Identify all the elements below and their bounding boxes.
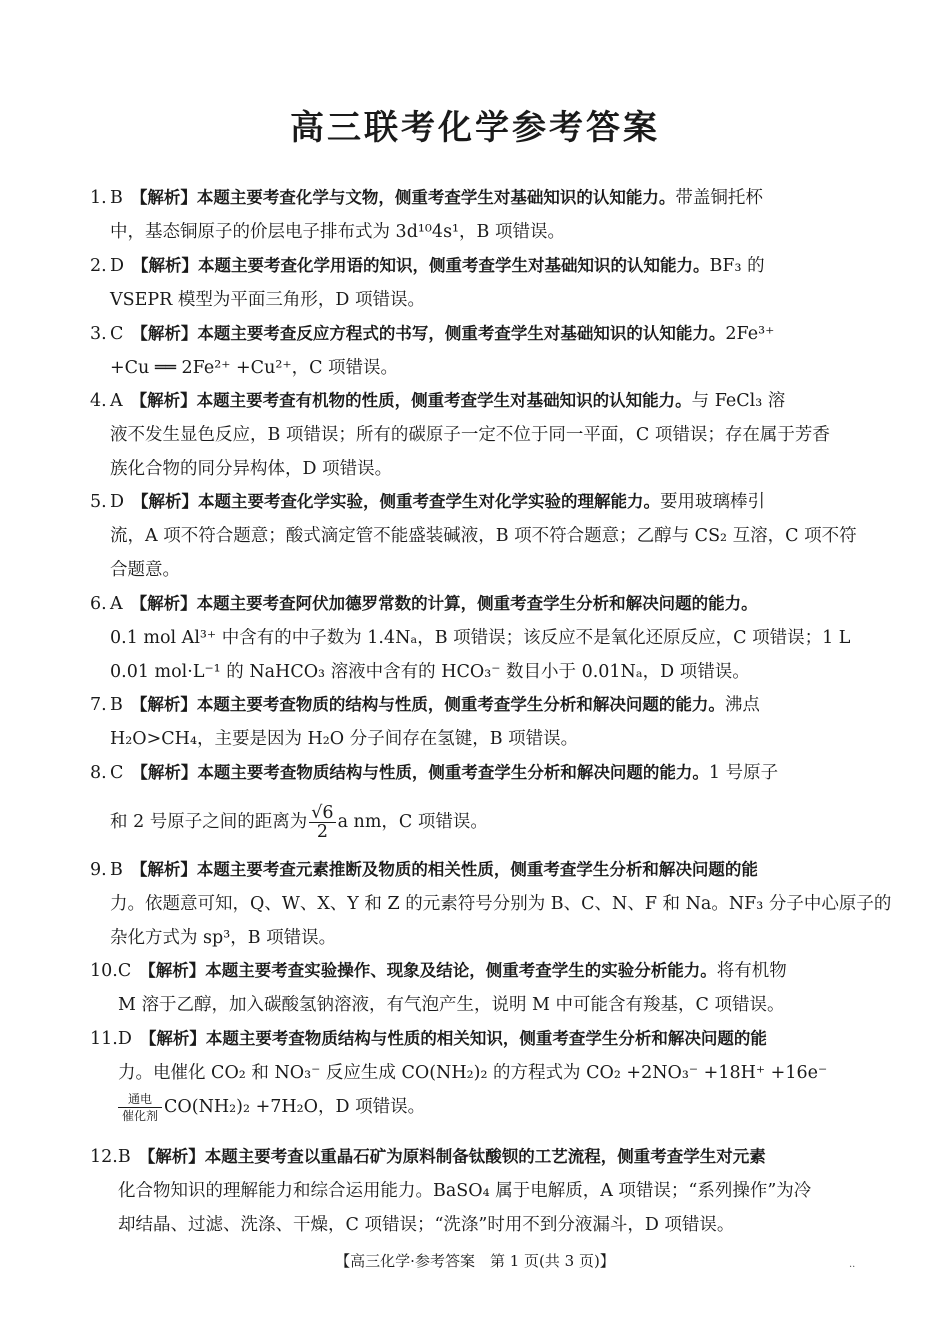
arrow-condition-bottom: 催化剂 — [122, 1109, 159, 1123]
arrow-condition-top: 通电 — [118, 1091, 162, 1108]
item-text: 将有机物 — [716, 961, 787, 981]
item-line — [90, 1090, 860, 1124]
analysis-heading: 【解析】本题主要考查元素推断及物质的相关性质，侧重考查学生分析和解决问题的能 — [130, 860, 758, 879]
item-text: 要用玻璃棒引 — [660, 492, 766, 512]
item-line — [90, 181, 860, 215]
analysis-heading: 【解析】本题主要考查物质结构与性质，侧重考查学生分析和解决问题的能力。 — [131, 763, 709, 782]
item-answer: A — [110, 594, 123, 614]
answer-item-1 — [90, 181, 860, 249]
item-number: 7. — [90, 695, 107, 715]
item-line — [90, 853, 860, 887]
item-line: 力。电催化 CO₂ 和 NO₃⁻ 反应生成 CO(NH₂)₂ 的方程式为 CO₂ +2NO₃⁻ +18H⁺ +16e⁻ — [118, 1063, 828, 1083]
item-line: H₂O>CH₄，主要是因为 H₂O 分子间存在氢键，B 项错误。 — [110, 729, 579, 749]
item-line: VSEPR 模型为平面三角形，D 项错误。 — [110, 290, 426, 310]
item-line: 0.1 mol Al³⁺ 中含有的中子数为 1.4Nₐ，B 项错误；该反应不是氧化还原反应，C 项错误；1 L — [110, 628, 851, 648]
item-answer: C — [110, 763, 124, 783]
item-answer: B — [117, 1147, 131, 1167]
item-number: 10. — [90, 961, 118, 981]
page-title: 高三联考化学参考答案 — [290, 108, 660, 148]
item-text: 2Fe³⁺ — [725, 324, 775, 344]
item-answer: C — [110, 324, 124, 344]
answer-item-8 — [90, 756, 860, 841]
frac-suffix: a nm，C 项错误。 — [337, 812, 488, 832]
analysis-heading: 【解析】本题主要考查化学用语的知识，侧重考查学生对基础知识的认知能力。 — [132, 256, 710, 275]
item-line — [90, 688, 860, 722]
item-answer: A — [110, 391, 123, 411]
item-answer: D — [117, 1029, 132, 1049]
answer-item-2 — [90, 249, 860, 317]
item-line — [90, 249, 860, 283]
item-line — [90, 1022, 860, 1056]
analysis-heading: 【解析】本题主要考查阿伏加德罗常数的计算，侧重考查学生分析和解决问题的能力。 — [130, 594, 758, 613]
item-text: 沸点 — [724, 695, 760, 715]
item-line — [90, 587, 860, 621]
frac-prefix: 和 2 号原子之间的距离为 — [110, 812, 308, 832]
analysis-heading: 【解析】本题主要考查实验操作、现象及结论，侧重考查学生的实验分析能力。 — [139, 961, 717, 980]
reaction-arrow — [118, 1091, 162, 1124]
item-line — [90, 954, 860, 988]
answer-item-9 — [90, 853, 892, 955]
item-number: 9. — [90, 860, 107, 880]
distance-fraction — [309, 804, 335, 841]
item-line: 0.01 mol·L⁻¹ 的 NaHCO₃ 溶液中含有的 HCO₃⁻ 数目小于 0.01Nₐ，D 项错误。 — [110, 662, 750, 682]
analysis-heading: 【解析】本题主要考查以重晶石矿为原料制备钛酸钡的工艺流程，侧重考查学生对元素 — [138, 1147, 766, 1166]
item-line — [90, 317, 860, 351]
page-footer: 【高三化学·参考答案 第 1 页(共 3 页)】 — [335, 1252, 615, 1270]
item-line: 却结晶、过滤、洗涤、干燥，C 项错误；“洗涤”时用不到分液漏斗，D 项错误。 — [118, 1215, 735, 1235]
item-line: M 溶于乙醇，加入碳酸氢钠溶液，有气泡产生，说明 M 中可能含有羧基，C 项错误。 — [118, 995, 785, 1015]
answer-item-3 — [90, 317, 860, 385]
item-number: 1. — [90, 188, 107, 208]
item-line: +Cu ══ 2Fe²⁺ +Cu²⁺，C 项错误。 — [110, 358, 399, 378]
item-number: 4. — [90, 391, 107, 411]
arrow-suffix: CO(NH₂)₂ +7H₂O，D 项错误。 — [164, 1097, 426, 1117]
item-text: 带盖铜托杯 — [675, 188, 763, 208]
item-line — [90, 384, 860, 418]
item-answer: B — [110, 695, 123, 715]
analysis-heading: 【解析】本题主要考查反应方程式的书写，侧重考查学生对基础知识的认知能力。 — [131, 324, 726, 343]
item-text: 1 号原子 — [708, 763, 779, 783]
analysis-heading: 【解析】本题主要考查有机物的性质，侧重考查学生对基础知识的认知能力。 — [130, 391, 692, 410]
item-number: 2. — [90, 256, 107, 276]
item-line: 中，基态铜原子的价层电子排布式为 3d¹⁰4s¹，B 项错误。 — [110, 222, 565, 242]
item-line: 合题意。 — [110, 560, 180, 580]
item-number: 11. — [90, 1029, 118, 1049]
analysis-heading: 【解析】本题主要考查化学实验，侧重考查学生对化学实验的理解能力。 — [132, 492, 661, 511]
item-number: 8. — [90, 763, 107, 783]
item-line: 化合物知识的理解能力和综合运用能力。BaSO₄ 属于电解质，A 项错误；“系列操作”为冷 — [118, 1181, 812, 1201]
item-line — [90, 804, 860, 841]
answer-item-4 — [90, 384, 860, 486]
item-answer: C — [117, 961, 132, 981]
item-line: 流，A 项不符合题意；酸式滴定管不能盛装碱液，B 项不符合题意；乙醇与 CS₂ 互溶，C 项不符 — [110, 526, 857, 546]
item-line: 液不发生显色反应，B 项错误；所有的碳原子一定不位于同一平面，C 项错误；存在属于芳香 — [110, 425, 830, 445]
fraction-numerator: √6 — [311, 803, 334, 823]
item-number: 3. — [90, 324, 107, 344]
answer-item-10 — [90, 954, 860, 1022]
analysis-heading: 【解析】本题主要考查物质结构与性质的相关知识，侧重考查学生分析和解决问题的能 — [139, 1029, 767, 1048]
item-line — [90, 485, 860, 519]
corner-mark: ·· — [849, 1262, 856, 1273]
item-number: 12. — [90, 1147, 118, 1167]
answer-item-11 — [90, 1022, 860, 1124]
analysis-heading: 【解析】本题主要考查物质的结构与性质，侧重考查学生分析和解决问题的能力。 — [130, 695, 725, 714]
fraction-denominator: 2 — [316, 822, 328, 842]
answer-item-6 — [90, 587, 860, 689]
item-line — [90, 756, 860, 790]
item-text: 与 FeCl₃ 溶 — [691, 391, 786, 411]
item-answer: B — [110, 860, 123, 880]
item-line: 杂化方式为 sp³，B 项错误。 — [110, 928, 337, 948]
answer-item-7 — [90, 688, 860, 756]
item-answer: D — [110, 492, 125, 512]
analysis-heading: 【解析】本题主要考查化学与文物，侧重考查学生对基础知识的认知能力。 — [130, 188, 676, 207]
item-line — [90, 1140, 860, 1174]
answer-item-5 — [90, 485, 860, 587]
item-number: 5. — [90, 492, 107, 512]
item-number: 6. — [90, 594, 107, 614]
answer-item-12 — [90, 1140, 860, 1242]
item-text: BF₃ 的 — [709, 256, 765, 276]
item-line: 族化合物的同分异构体，D 项错误。 — [110, 459, 393, 479]
item-answer: B — [110, 188, 123, 208]
item-answer: D — [110, 256, 125, 276]
item-line: 力。依题意可知，Q、W、X、Y 和 Z 的元素符号分别为 B、C、N、F 和 Na。NF₃ 分子中心原子的 — [110, 894, 892, 914]
